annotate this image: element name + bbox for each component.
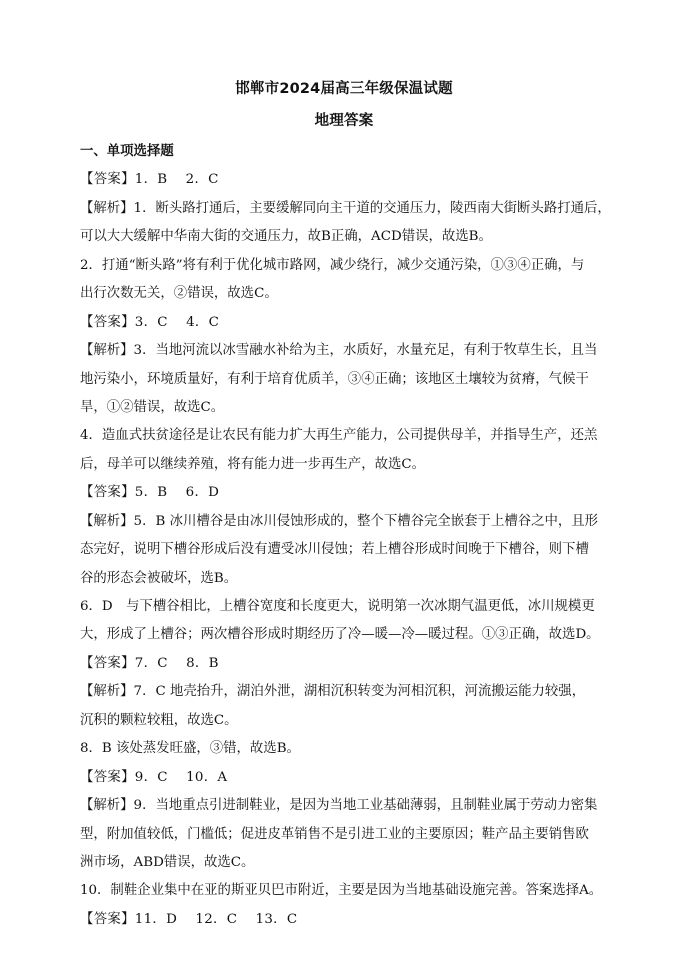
explanation-line: 沉积的颗粒较粗，故选C。 xyxy=(80,712,238,728)
answer-line: 【答案】9．C 10．A xyxy=(80,769,228,785)
answer-content xyxy=(80,138,620,934)
explanation-line: 旱，①②错误，故选C。 xyxy=(80,399,225,415)
explanation-line: 大，形成了上槽谷；两次槽谷形成时期经历了冷—暖—冷—暖过程。①③正确，故选D。 xyxy=(80,627,600,643)
explanation-line: 【解析】9．当地重点引进制鞋业，是因为当地工业基础薄弱，且制鞋业属于劳动力密集 xyxy=(80,798,598,814)
explanation-line: 2．打通“断头路”将有利于优化城市路网，减少绕行，减少交通污染，①③④正确，与 xyxy=(80,257,585,273)
document-title: 邯郸市2024届高三年级保温试题 xyxy=(235,81,453,97)
answer-line: 【答案】11．D 12．C 13．C xyxy=(80,911,298,927)
explanation-line: 谷的形态会被破坏，选B。 xyxy=(80,570,238,586)
explanation-line: 【解析】3．当地河流以冰雪融水补给为主，水质好，水量充足，有利于牧草生长，且当 xyxy=(80,343,598,359)
answer-line: 【答案】1．B 2．C xyxy=(80,172,219,188)
answer-line: 【答案】3．C 4．C xyxy=(80,314,220,330)
section-heading: 一、单项选择题 xyxy=(80,144,174,159)
explanation-line: 4．造血式扶贫途径是让农民有能力扩大再生产能力，公司提供母羊，并指导生产，还羔 xyxy=(80,428,598,444)
explanation-line: 【解析】1．断头路打通后，主要缓解同向主干道的交通压力，陵西南大街断头路打通后， xyxy=(80,200,611,216)
explanation-line: 洲市场，ABD错误，故选C。 xyxy=(80,854,255,870)
explanation-line: 8．B 该处蒸发旺盛，③错，故选B。 xyxy=(80,741,300,757)
explanation-line: 【解析】7．C 地壳抬升，湖泊外泄，湖相沉积转变为河相沉积，河流搬运能力较强， xyxy=(80,684,586,700)
explanation-line: 出行次数无关，②错误，故选C。 xyxy=(80,286,278,302)
answer-line: 【答案】5．B 6．D xyxy=(80,485,220,501)
explanation-line: 10．制鞋企业集中在亚的斯亚贝巴市附近，主要是因为当地基础设施完善。答案选择A。 xyxy=(80,883,603,899)
explanation-line: 【解析】5．B 冰川槽谷是由冰川侵蚀形成的，整个下槽谷完全嵌套于上槽谷之中，且形 xyxy=(80,513,599,529)
document-subtitle: 地理答案 xyxy=(314,113,374,129)
explanation-line: 型，附加值较低，门槛低；促进皮革销售不是引进工业的主要原因；鞋产品主要销售欧 xyxy=(80,826,589,842)
answer-line: 【答案】7．C 8．B xyxy=(80,655,219,671)
explanation-line: 6．D 与下槽谷相比，上槽谷宽度和长度更大，说明第一次冰期气温更低，冰川规模更 xyxy=(80,599,595,614)
explanation-line: 地污染小，环境质量好，有利于培育优质羊，③④正确；该地区土壤较为贫瘠，气候干 xyxy=(80,371,589,387)
explanation-line: 后，母羊可以继续养殖，将有能力进一步再生产，故选C。 xyxy=(80,456,426,472)
explanation-line: 态完好，说明下槽谷形成后没有遭受冰川侵蚀；若上槽谷形成时间晚于下槽谷，则下槽 xyxy=(80,542,589,558)
explanation-line: 可以大大缓解中华南大街的交通压力，故B正确，ACD错误，故选B。 xyxy=(80,229,492,245)
